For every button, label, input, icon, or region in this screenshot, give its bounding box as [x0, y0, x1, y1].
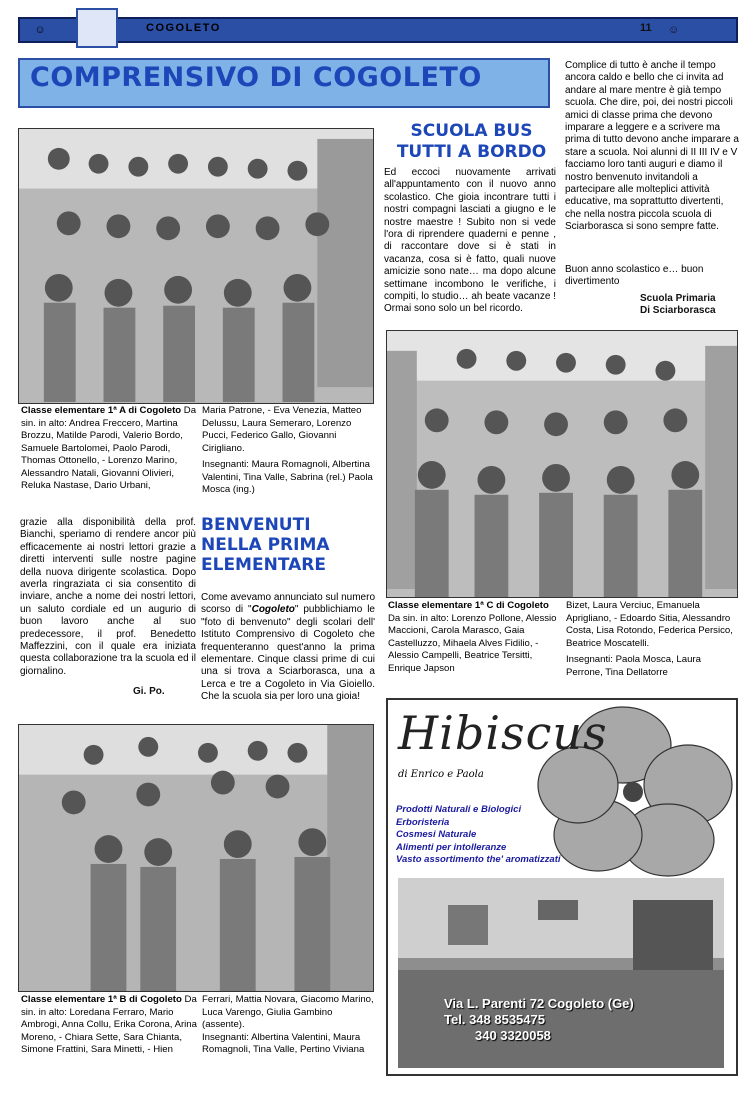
benvenuti-text	[201, 592, 375, 704]
benvenuti-text-journal: Cogoleto	[251, 604, 295, 616]
smiley-icon-left: ☺	[34, 24, 46, 36]
bus-title-2: TUTTI A BORDO	[396, 142, 547, 162]
main-title: COMPRENSIVO DI COGOLETO	[30, 62, 482, 93]
class-a-caption-title: Classe elementare 1ª A di Cogoleto	[21, 405, 182, 416]
benvenuti-title-3: ELEMENTARE	[201, 555, 326, 575]
class-b-caption-continued	[202, 994, 374, 1057]
ad-product-list	[396, 804, 561, 867]
ad-item: Erboristeria	[396, 816, 450, 828]
benvenuti-title-1: BENVENUTI	[201, 515, 311, 535]
class-c-caption-continued	[566, 600, 738, 679]
class-b-photo	[18, 724, 374, 992]
article-left-text: grazie alla disponibilità della prof. Bianchi, speriamo di rendere ancor più efficacemente ai nostri lettori grazie a diretti interventi sulle nostre pagine della nuova dirigente scolastica. Dopo averla ringraziata ci sia consentito di inviare, anche a nome dei nostri lettori, un saluto cordiale ed un augurio di buon lavoro anche al suo predecessore, il prof. Benedetto Maffezzini, con il quale era iniziata questa collaborazione tra la scuola ed il giornalino.	[20, 517, 196, 677]
class-a-teachers: Insegnanti: Maura Romagnoli, Albertina Valentini, Tina Valle, Sabrina (rel.) Paola Mosca (ing.)	[202, 459, 373, 495]
bus-text-col2b: Buon anno scolastico e… buon divertimento	[565, 264, 704, 288]
bus-signature-line2: Di Sciarborasca	[640, 305, 716, 316]
ad-item: Cosmesi Naturale	[396, 829, 477, 840]
smiley-icon-right: ☺	[668, 24, 680, 36]
bus-text-col1: Ed eccoci nuovamente arrivati all'appuntamento con il nuovo anno scolastico. Che gioia incontrare tutti i nostri compagni lasciati a giugno e le nostre maestre ! Subito non si vede l'ora di riprendere quaderni e penne , di raccontare dove si è stati in vacanza, cosa si è fatto, quali nuove amicizie sono nate… ma dopo alcune settimane incombono le verifiche, i compiti, lo studio… ah beate vacanze ! Ormai sono solo un bel ricordo.	[384, 167, 556, 315]
page-number: 11	[640, 22, 652, 34]
class-a-caption-names-2: Maria Patrone, - Eva Venezia, Matteo Delussu, Laura Semeraro, Lorenzo Pucci, Federico Gallo, Giovanni Cirigliano.	[202, 405, 362, 454]
article-left-signature: Gi. Po.	[133, 686, 165, 697]
benvenuti-title-2: NELLA PRIMA	[201, 535, 330, 555]
hibiscus-advertisement	[386, 698, 738, 1076]
class-c-caption-names: Da sin. in alto: Lorenzo Pollone, Alessio Maccioni, Carola Marasco, Gaia Castelluzzo, Mihaela Alves Fidilio, - Alessio Campelli, Beatrice Tersitti, Enrique Japson	[388, 612, 557, 674]
ad-contact	[444, 996, 634, 1044]
class-a-caption-names: Da sin. in alto: Andrea Freccero, Martina Brozzu, Matilde Parodi, Valerio Bordo, Samuele Bartolomei, Paolo Parodi, Thomas Ottonello, - Lorenzo Marino, Alessandro Natali, Giovanni Olivieri, Reluka Nastase, Dario Urbani,	[21, 405, 197, 491]
ad-brand: Hibiscus	[398, 706, 608, 760]
benvenuti-text-start: Come avevamo annunciato sul numero scorso di "	[201, 592, 375, 616]
class-c-photo	[386, 330, 738, 598]
bus-title-1: SCUOLA BUS	[410, 121, 533, 141]
bus-signature	[640, 293, 716, 317]
ad-item: Prodotti Naturali e Biologici	[396, 804, 522, 815]
class-c-teachers: Insegnanti: Paola Mosca, Laura Perrone, Tina Dellatorre	[566, 654, 701, 678]
class-a-caption-continued	[202, 405, 374, 497]
ad-phone-1: 348 8535475	[469, 1012, 545, 1027]
ad-item: Alimenti per intolleranze	[396, 841, 507, 853]
class-c-caption-title: Classe elementare 1ª C di Cogoleto	[388, 600, 549, 611]
class-c-caption	[388, 600, 560, 675]
benvenuti-text-end: " pubblichiamo le "foto di benvenuto" degli scolari dell' Istituto Comprensivo di Cogoleto che frequenteranno quest'anno la prima elementare. Cinque classi prime di cui una si trova a Sciarborasca, una a Lerca e tre a Cogoleto in Via Gioiello. Che la scuola sia per loro una gioia!	[201, 604, 375, 703]
class-b-teachers: Insegnanti: Albertina Valentini, Maura Romagnoli, Tina Valle, Pertino Viviana	[202, 1031, 365, 1055]
ad-address: Via L. Parenti 72 Cogoleto (Ge)	[444, 996, 634, 1011]
class-a-photo	[18, 128, 374, 404]
bus-signature-line1: Scuola Primaria	[640, 293, 716, 304]
class-b-caption-names: Da sin. in alto: Loredana Ferraro, Mario Ambrogi, Anna Collu, Erika Corona, Arina Moreno, - Chiara Sette, Sara Chianta, Simone Frattini, Sara Minetti, - Hien	[21, 994, 197, 1055]
header-title: COGOLETO	[146, 22, 221, 34]
class-b-caption	[21, 994, 197, 1057]
ad-phone-line	[444, 1012, 634, 1028]
bus-heading	[384, 121, 559, 163]
header-decorative-box	[76, 8, 118, 48]
class-b-caption-title: Classe elementare 1ª B di Cogoleto	[21, 994, 182, 1005]
page-header-bar	[18, 17, 738, 43]
class-c-caption-names-2: Bizet, Laura Verciuc, Emanuela Aprigliano, - Edoardo Sitia, Alessandro Costa, Lisa Rotondo, Federica Persico, Beatrice Moscatelli.	[566, 600, 733, 649]
bus-text-col2a: Complice di tutto è anche il tempo ancora caldo e bello che ci invita ad andare al mare mentre è già tempo scuola. Che dire, poi, dei nostri piccoli amici di classe prima che devono imparare a leggere e a scrivere ma prima di tutto devono anche imparare a stare a scuola. Noi alunni di II III IV e V facciamo loro tanti auguri e diamo il nostro benvenuto invitandoli a partecipare alle molteplici attività educative, ma soprattutto divertenti, che nella nostra piccola scuola di Sciarborasca si sono sempre fatte.	[565, 60, 739, 233]
ad-subtitle: di Enrico e Paola	[398, 769, 484, 780]
class-a-caption	[21, 405, 197, 493]
benvenuti-heading	[201, 515, 376, 575]
ad-phone-2: 340 3320058	[475, 1028, 551, 1043]
class-b-caption-names-2: Ferrari, Mattia Novara, Giacomo Marino, Luca Varengo, Giulia Gambino (assente).	[202, 994, 374, 1030]
ad-phone-label: Tel.	[444, 1012, 466, 1027]
ad-item: Vasto assortimento the' aromatizzati	[396, 854, 561, 865]
